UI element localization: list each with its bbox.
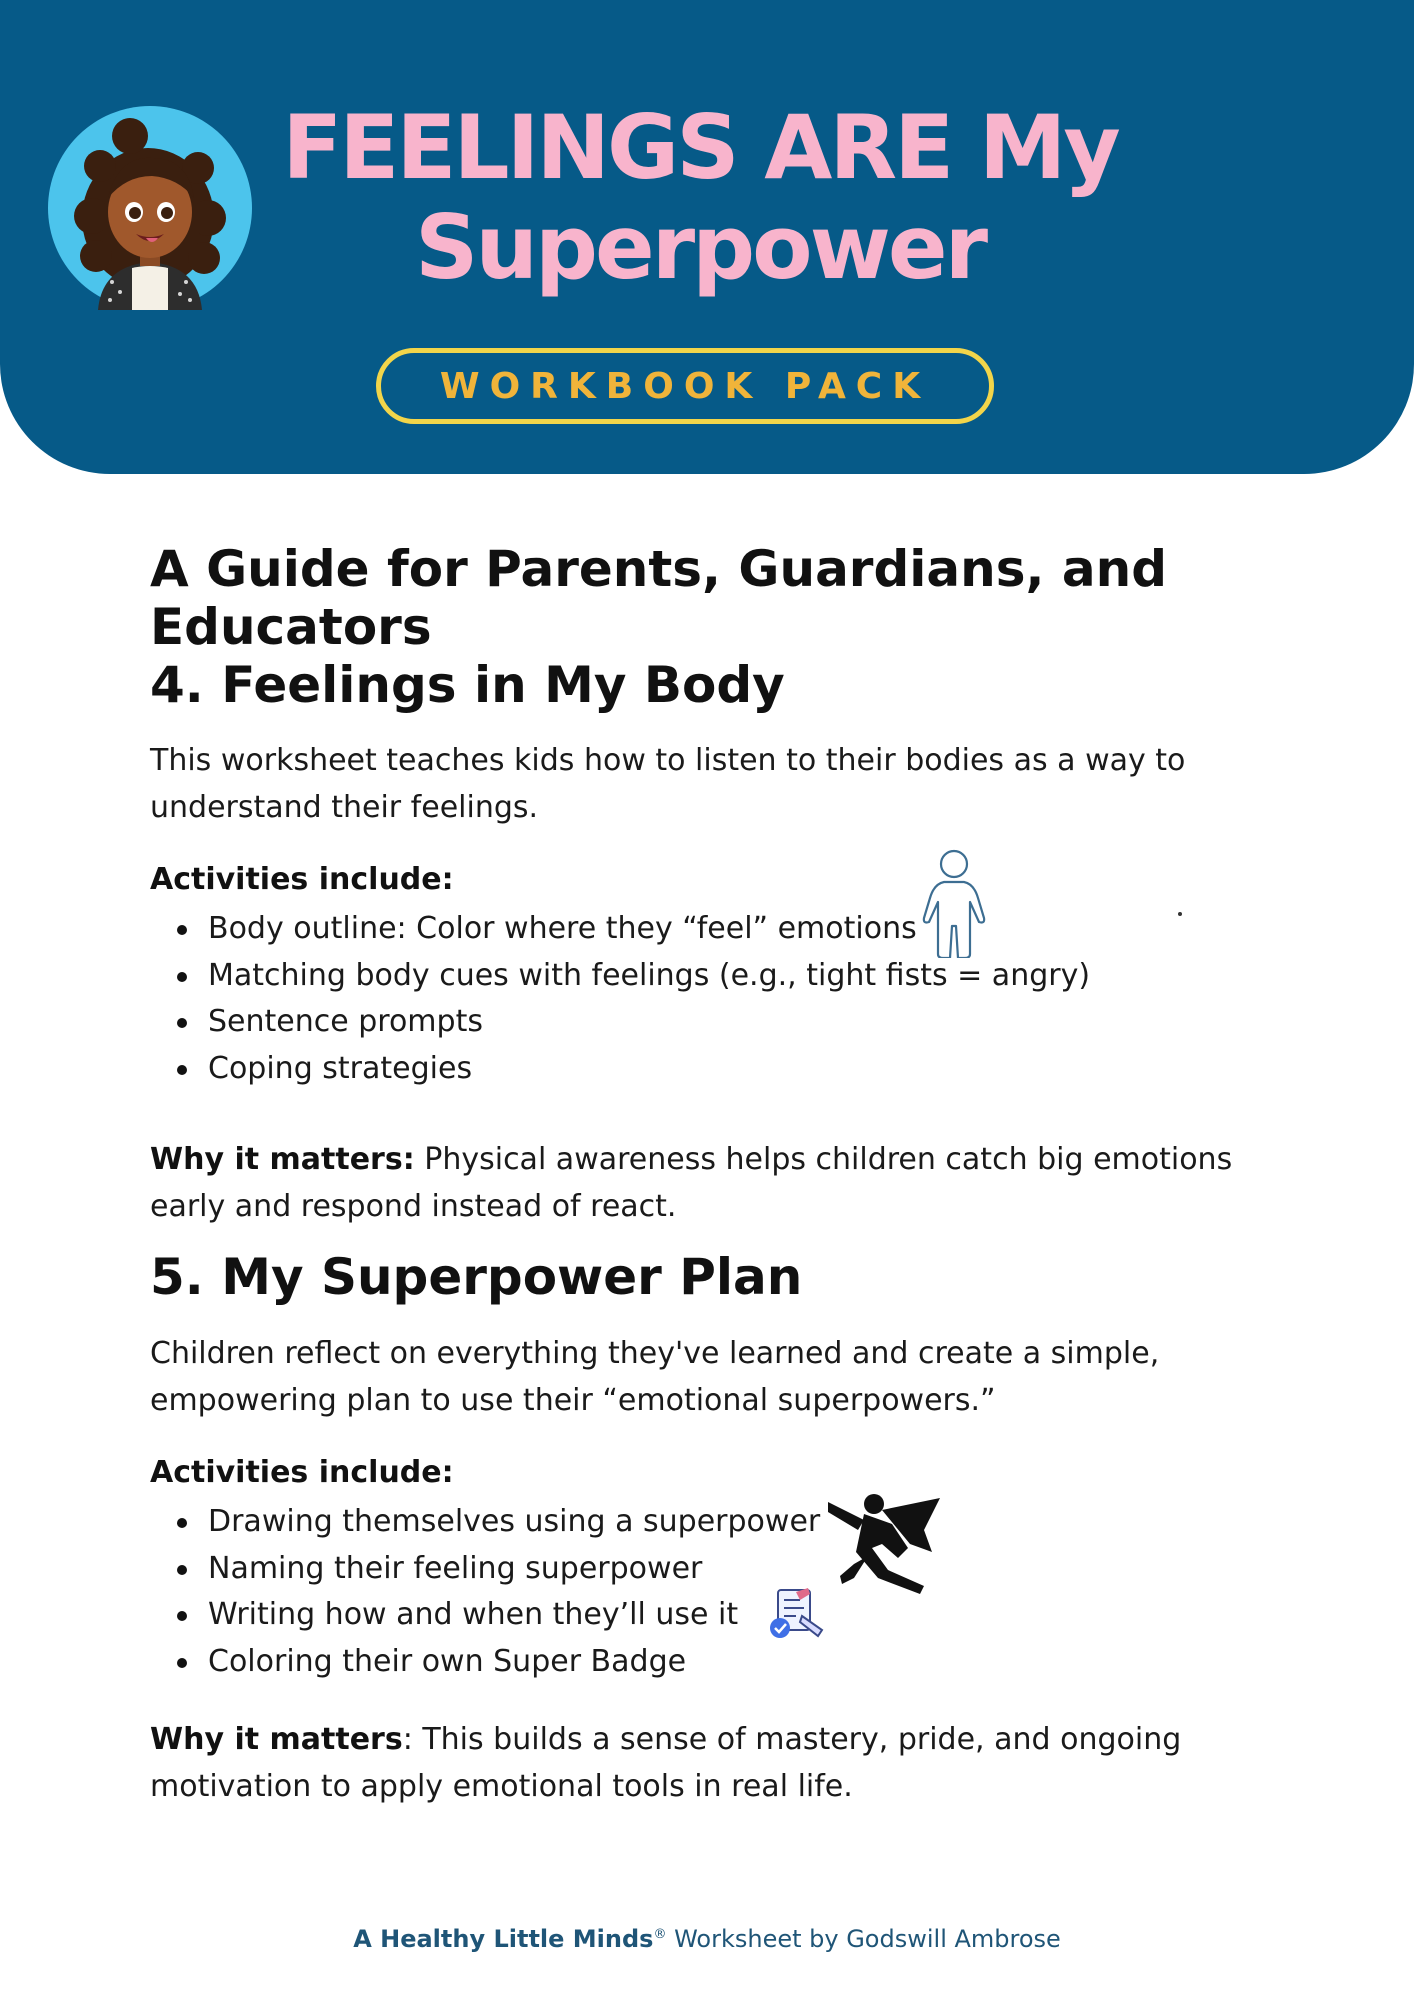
section-4-heading: 4. Feelings in My Body — [150, 656, 785, 714]
section-5-activities-label: Activities include: — [150, 1455, 454, 1490]
list-item: Body outline: Color where they “feel” emotions — [208, 906, 1090, 953]
list-item: Writing how and when they’ll use it — [208, 1592, 820, 1639]
why-text: Physical awareness helps children catch big emotions early and respond instead of react. — [150, 1142, 1233, 1224]
section-5-heading: 5. My Superpower Plan — [150, 1248, 803, 1306]
stray-dot — [1178, 912, 1182, 916]
title-line-2: Superpower — [415, 196, 985, 299]
list-item: Matching body cues with feelings (e.g., tight fists = angry) — [208, 953, 1090, 1000]
why-text: : This builds a sense of mastery, pride, and ongoing motivation to apply emotional tools in real life. — [150, 1722, 1182, 1804]
section-5-why-it-matters — [150, 1716, 1270, 1810]
page-title — [280, 98, 1120, 298]
list-item: Drawing themselves using a superpower — [208, 1499, 820, 1546]
section-4-intro: This worksheet teaches kids how to listen to their bodies as a way to understand their feelings. — [150, 743, 1186, 825]
section-5-activities-list — [150, 1499, 820, 1685]
footer — [0, 1925, 1414, 1953]
section-5-intro: Children reflect on everything they've learned and create a simple, empowering plan to use their “emotional superpowers.” — [150, 1336, 1160, 1418]
section-4-activities-label: Activities include: — [150, 862, 454, 897]
workbook-pack-badge — [376, 348, 994, 424]
footer-byline: Worksheet by Godswill Ambrose — [666, 1925, 1061, 1953]
footer-brand: A Healthy Little Minds — [353, 1925, 654, 1953]
list-item: Naming their feeling superpower — [208, 1546, 820, 1593]
girl-avatar-icon — [48, 106, 252, 310]
title-line-1: FEELINGS ARE My — [282, 96, 1118, 199]
guide-title: A Guide for Parents, Guardians, and Educators — [150, 540, 1168, 656]
section-4-why-it-matters — [150, 1136, 1270, 1230]
list-item: Sentence prompts — [208, 999, 1090, 1046]
why-label: Why it matters — [150, 1722, 403, 1757]
header-banner — [0, 0, 1414, 474]
registered-mark: ® — [653, 1927, 667, 1942]
body-outline-icon — [918, 848, 990, 958]
why-label: Why it matters: — [150, 1142, 415, 1177]
list-item: Coping strategies — [208, 1046, 1090, 1093]
list-item: Coloring their own Super Badge — [208, 1639, 820, 1686]
superhero-icon — [828, 1490, 946, 1596]
checklist-writing-icon — [766, 1586, 828, 1642]
workbook-pack-label: WORKBOOK PACK — [439, 365, 931, 407]
